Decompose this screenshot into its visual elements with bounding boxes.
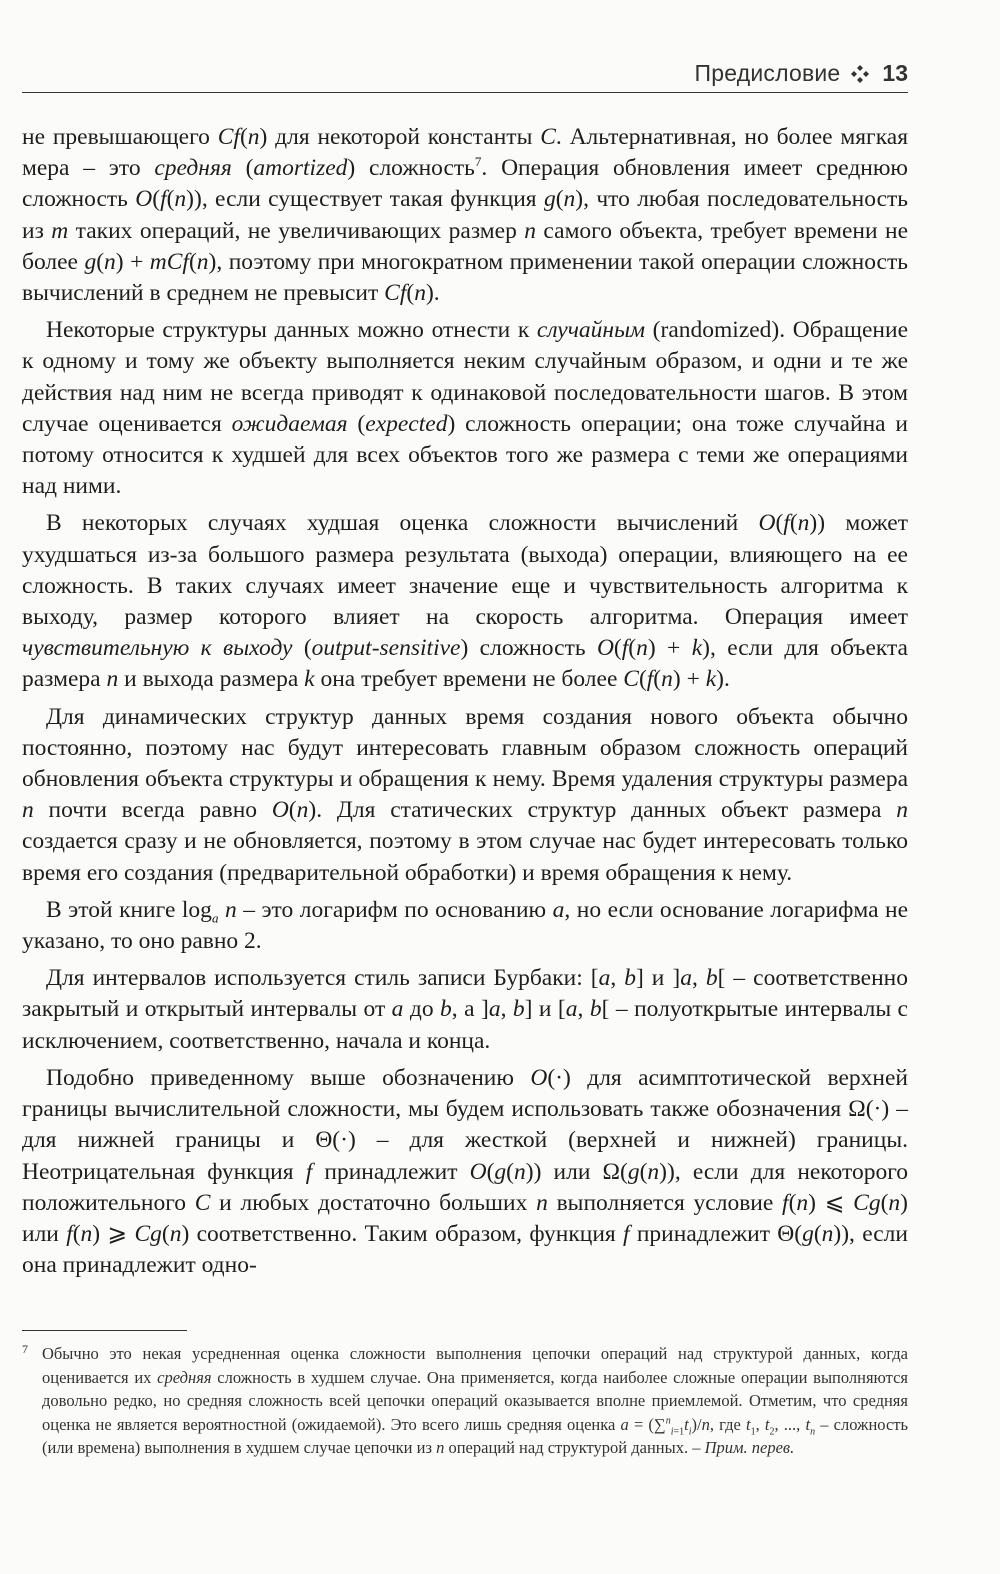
footnote (22, 1342, 908, 1460)
paragraph: В этой книге $\log_a n$ – это логарифм по основанию a, но если основание логарифма не указано, то оно равно 2. (22, 896, 909, 955)
main-text (22, 122, 908, 1287)
footnote-text: Обычно это некая усредненная оценка сложности выполнения цепочки операций над структурой данных, когда оценивается их средняя сложность в худшем случае. Она применяется, когда наиболее сложные операции выполняются довольно редко, но средняя сложность всей цепочки операций оказывается вполне приемлемой. Отметим, что средняя оценка не является вероятностной (ожидаемой). Это всего лишь средняя оценка $a = (\sum^n_{i=1}t_i)/n$, где $t_1$, $t_2$, ..., $t_n$ – сложность (или времена) выполнения в худшем случае цепочки из n операций над структурой данных. – Прим. перев. (42, 1344, 909, 1457)
paragraph: Для динамических структур данных время создания нового объекта обычно постоянно, поэтому нас будут интересовать главным образом сложность операций обновления объекта структуры и обращения к нему. Время удаления структуры размера n почти всегда равно O(n). Для статических структур данных объект размера n создается сразу и не обновляется, поэтому в этом случае нас будет интересовать только время его создания (предварительной обработки) и время обращения к нему. (22, 703, 909, 886)
page-number: 13 (882, 60, 908, 86)
running-header (22, 58, 908, 93)
paragraph: не превышающего Cf(n) для некоторой константы C. Альтернативная, но более мягкая мера – это средняя (amortized) сложность$^7$. Операция обновления имеет среднюю сложность O(f(n)), если существует такая функция g(n), что любая последовательность из m таких операций, не увеличивающих размер n самого объекта, требует времени не более g(n) + mCf(n), поэтому при многократном применении такой операции сложность вычислений в среднем не превысит Cf(n). (22, 124, 909, 307)
footnote-divider (22, 1330, 187, 1331)
header-right-group (695, 60, 909, 87)
paragraph: Некоторые структуры данных можно отнести к случайным (randomized). Обращение к одному и тому же объекту выполняется неким случайным образом, и одни и те же действия над ним не всегда приводят к одинаковой последовательности шагов. В этом случае оценивается ожидаемая (expected) сложность операции; она тоже случайна и потому относится к худшей для всех объектов того же размера с теми же операциями над ними. (22, 317, 909, 500)
footnote-number: 7 (22, 1342, 28, 1356)
paragraph: Подобно приведенному выше обозначению O(·) для асимптотической верхней границы вычислительной сложности, мы будем использовать также обозначения Ω(·) – для нижней границы и Θ(·) – для жесткой (верхней и нижней) границы. Неотрицательная функция f принадлежит O(g(n)) или Ω(g(n)), если для некоторого положительного C и любых достаточно больших n выполняется условие f(n) ⩽ Cg(n) или f(n) ⩾ Cg(n) соответственно. Таким образом, функция f принадлежит Θ(g(n)), если она принадлежит одно- (22, 1064, 909, 1279)
section-title: Предисловие (694, 60, 841, 86)
four-diamond-ornament-icon (850, 64, 870, 84)
paragraph: В некоторых случаях худшая оценка сложности вычислений O(f(n)) может ухудшаться из-за большого размера результата (выхода) операции, влияющего на ее сложность. В таких случаях имеет значение еще и чувствительность алгоритма к выходу, размер которого влияет на скорость алгоритма. Операция имеет чувствительную к выходу (output-sensitive) сложность O(f(n) + k), если для объекта размера n и выхода размера k она требует времени не более C(f(n) + k). (22, 510, 908, 693)
paragraph: Для интервалов используется стиль записи Бурбаки: [a, b] и ]a, b[ – соответственно закрытый и открытый интервалы от a до b, а ]a, b] и [a, b[ – полуоткрытые интервалы с исключением, соответственно, начала и конца. (22, 965, 909, 1054)
